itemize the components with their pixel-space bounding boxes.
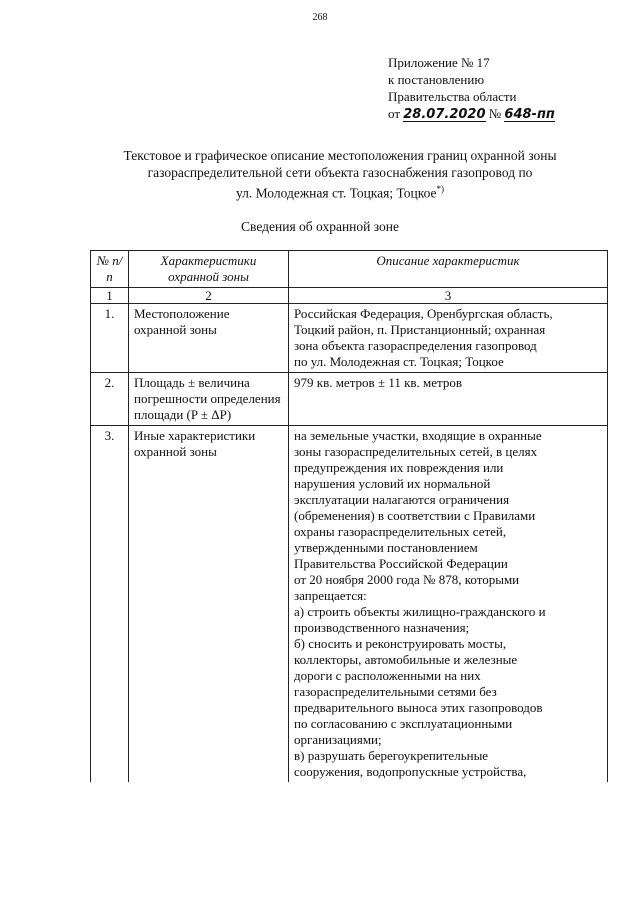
- header-num: № п/п: [91, 251, 129, 288]
- description-line: утвержденными постановлением: [294, 540, 478, 555]
- description-line: (обременения) в соответствии с Правилами: [294, 508, 536, 523]
- description-line: запрещается:: [294, 588, 367, 603]
- description-line: а) строить объекты жилищно-гражданского и: [294, 604, 546, 619]
- from-prefix: от: [388, 106, 401, 121]
- row-number: 2.: [91, 373, 129, 426]
- description-line: от 20 ноября 2000 года № 878, которыми: [294, 572, 520, 587]
- row-characteristic: Иные характеристики охранной зоны: [129, 426, 289, 783]
- description-line: Российская Федерация, Оренбургская область,: [294, 306, 553, 321]
- description-line: по согласованию с эксплуатационными: [294, 716, 513, 731]
- appendix-line: к постановлению: [388, 72, 485, 87]
- section-title: Сведения об охранной зоне: [241, 219, 399, 234]
- description-line: дороги с расположенными на них: [294, 668, 481, 683]
- index-cell: 1: [91, 288, 129, 304]
- description-line: сооружения, водопропускные устройства,: [294, 764, 527, 779]
- appendix-date-line: [388, 105, 555, 122]
- footnote-mark: *): [436, 184, 444, 194]
- description-line: эксплуатации налагаются ограничения: [294, 492, 510, 507]
- table-row: [91, 426, 608, 783]
- title-line-text: ул. Молодежная ст. Тоцкая; Тоцкое: [236, 185, 437, 201]
- table-index-row: [91, 288, 608, 304]
- description-line: Тоцкий район, п. Пристанционный; охранная: [294, 322, 546, 337]
- description-line: в) разрушать берегоукрепительные: [294, 748, 489, 763]
- description-line: по ул. Молодежная ст. Тоцкая; Тоцкое: [294, 354, 504, 369]
- table-header-row: [91, 251, 608, 288]
- description-line: газораспределительными сетями без: [294, 684, 497, 699]
- title-line: Текстовое и графическое описание местоположения границ охранной зоны: [123, 148, 557, 163]
- row-characteristic: Местоположение охранной зоны: [129, 304, 289, 373]
- description-line: Правительства Российской Федерации: [294, 556, 508, 571]
- row-number: 3.: [91, 426, 129, 783]
- row-characteristic: Площадь ± величина погрешности определения площади (P ± ΔP): [129, 373, 289, 426]
- table-row: [91, 373, 608, 426]
- appendix-line: Приложение № 17: [388, 55, 490, 70]
- document-title: [60, 147, 620, 202]
- description-line: 979 кв. метров ± 11 кв. метров: [294, 375, 463, 390]
- table-row: [91, 304, 608, 373]
- page-number: 268: [312, 12, 328, 23]
- row-description: [289, 426, 608, 783]
- header-characteristic: Характеристики охранной зоны: [129, 251, 289, 288]
- description-line: коллекторы, автомобильные и железные: [294, 652, 518, 667]
- handwritten-number: 648-пп: [504, 107, 555, 122]
- description-line: нарушения условий их нормальной: [294, 476, 491, 491]
- header-description: Описание характеристик: [289, 251, 608, 288]
- description-line: предупреждения их повреждения или: [294, 460, 504, 475]
- handwritten-date: 28.07.2020: [403, 107, 486, 122]
- zone-info-table: [90, 250, 608, 782]
- description-line: зоны газораспределительных сетей, в целях: [294, 444, 538, 459]
- appendix-line: Правительства области: [388, 89, 517, 104]
- appendix-block: [388, 54, 555, 122]
- title-line: [60, 181, 620, 202]
- description-line: предварительного выноса этих газопроводов: [294, 700, 543, 715]
- description-line: охраны газораспределительных сетей,: [294, 524, 507, 539]
- title-line: газораспределительной сети объекта газоснабжения газопровод по: [147, 165, 533, 180]
- number-prefix: №: [488, 106, 502, 121]
- row-description: [289, 373, 608, 426]
- description-line: зона объекта газораспределения газопровод: [294, 338, 537, 353]
- row-description: [289, 304, 608, 373]
- row-number: 1.: [91, 304, 129, 373]
- description-line: на земельные участки, входящие в охранные: [294, 428, 542, 443]
- description-line: организациями;: [294, 732, 382, 747]
- description-line: б) сносить и реконструировать мосты,: [294, 636, 507, 651]
- index-cell: 2: [129, 288, 289, 304]
- index-cell: 3: [289, 288, 608, 304]
- description-line: производственного назначения;: [294, 620, 470, 635]
